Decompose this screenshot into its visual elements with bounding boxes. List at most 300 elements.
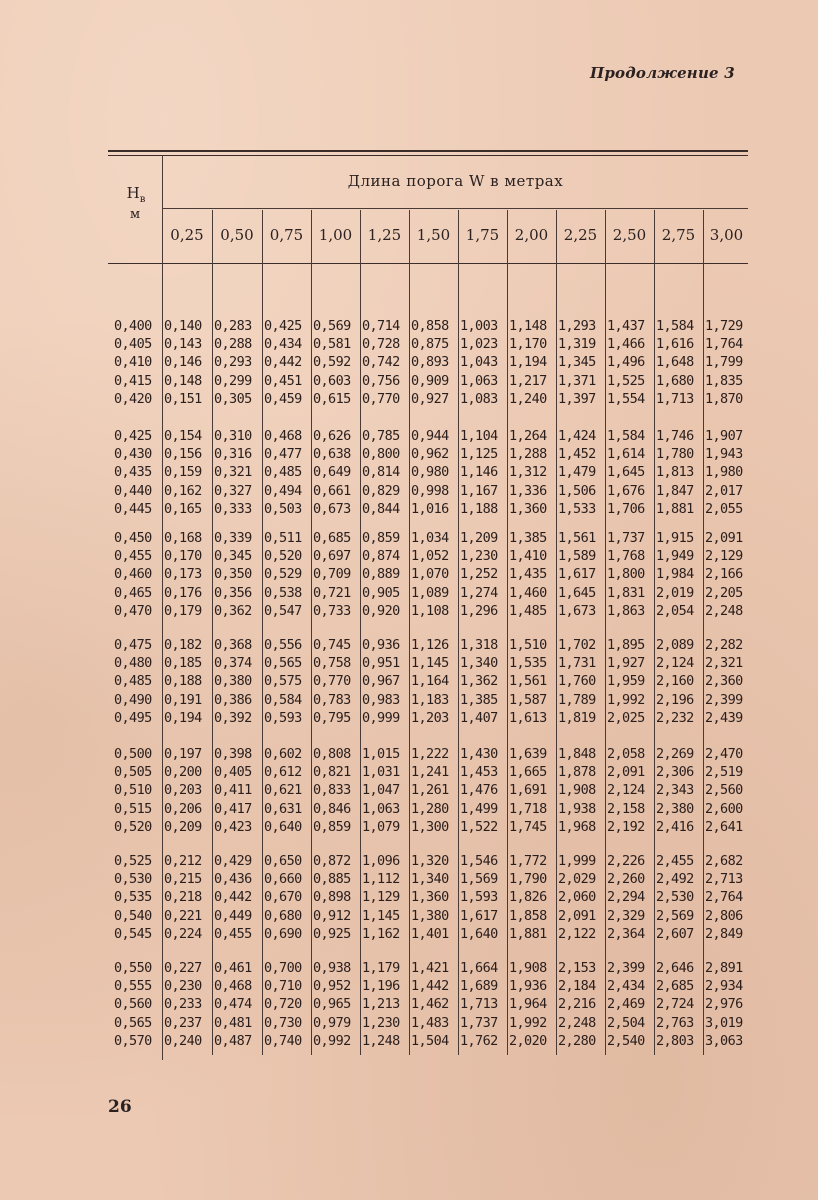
table-cell: 0,875: [411, 336, 449, 353]
table-cell: 0,316: [214, 446, 252, 463]
table-cell: 2,055: [705, 500, 743, 517]
table-cell: 1,768: [607, 548, 645, 565]
column-divider: [409, 210, 410, 1055]
table-cell: 1,680: [656, 372, 694, 389]
table-cell: 0,673: [313, 500, 351, 517]
table-cell: 0,814: [362, 464, 400, 481]
table-cell: 2,091: [607, 764, 645, 781]
table-cell: 3,019: [705, 1014, 743, 1031]
table-cell: 1,870: [705, 390, 743, 407]
table-cell: 2,439: [705, 709, 743, 726]
table-cell: 0,740: [264, 1032, 302, 1049]
table-cell: 0,998: [411, 482, 449, 499]
table-cell: 2,122: [558, 925, 596, 942]
table-cell: 0,898: [313, 889, 351, 906]
table-cell: 1,676: [607, 482, 645, 499]
table-cell: 2,166: [705, 566, 743, 583]
table-cell: 0,980: [411, 464, 449, 481]
table-cell: 0,321: [214, 464, 252, 481]
table-cell: 1,506: [558, 482, 596, 499]
row-head-cell: 0,510: [114, 782, 152, 799]
table-cell: 1,584: [607, 428, 645, 444]
table-cell: 1,764: [705, 336, 743, 353]
table-cell: 0,983: [362, 691, 400, 708]
table-cell: 1,252: [460, 566, 498, 583]
table-cell: 2,806: [705, 907, 743, 924]
table-cell: 0,434: [264, 336, 302, 353]
table-cell: 1,462: [411, 996, 449, 1013]
row-head-cell: 0,460: [114, 566, 152, 583]
table-cell: 2,226: [607, 853, 645, 869]
table-cell: 1,790: [509, 871, 547, 888]
table-cell: 2,058: [607, 746, 645, 762]
table-cell: 0,720: [264, 996, 302, 1013]
table-cell: 0,858: [411, 318, 449, 334]
table-cell: 0,569: [313, 318, 351, 334]
table-cell: 1,737: [460, 1014, 498, 1031]
table-cell: 0,451: [264, 372, 302, 389]
column-header: 2,25: [563, 226, 598, 244]
row-head-cell: 0,520: [114, 818, 152, 835]
table-cell: 2,020: [509, 1032, 547, 1049]
table-cell: 0,333: [214, 500, 252, 517]
table-cell: 1,410: [509, 548, 547, 565]
table-cell: 1,831: [607, 584, 645, 601]
table-cell: 0,468: [264, 428, 302, 444]
table-cell: 1,188: [460, 500, 498, 517]
table-cell: 2,976: [705, 996, 743, 1013]
table-cell: 2,519: [705, 764, 743, 781]
column-header: 2,50: [612, 226, 647, 244]
row-head-cell: 0,480: [114, 655, 152, 672]
table-cell: 1,561: [558, 530, 596, 546]
table-cell: 0,889: [362, 566, 400, 583]
table-cell: 0,859: [362, 530, 400, 546]
table-cell: 1,847: [656, 482, 694, 499]
table-cell: 1,052: [411, 548, 449, 565]
span-header-rule: [163, 208, 748, 209]
table-cell: 0,197: [164, 746, 202, 762]
table-cell: 2,470: [705, 746, 743, 762]
row-head-cell: 0,565: [114, 1014, 152, 1031]
table-cell: 0,833: [313, 782, 351, 799]
table-cell: 1,108: [411, 602, 449, 619]
table-cell: 0,529: [264, 566, 302, 583]
table-cell: 0,709: [313, 566, 351, 583]
table-cell: 2,160: [656, 673, 694, 690]
row-head-cell: 0,535: [114, 889, 152, 906]
table-cell: 0,967: [362, 673, 400, 690]
table-cell: 1,554: [607, 390, 645, 407]
stub-head-unit: м: [129, 207, 141, 222]
table-cell: 1,264: [509, 428, 547, 444]
table-cell: 2,216: [558, 996, 596, 1013]
table-cell: 0,151: [164, 390, 202, 407]
table-cell: 0,661: [313, 482, 351, 499]
table-cell: 2,763: [656, 1014, 694, 1031]
table-cell: 1,015: [362, 746, 400, 762]
table-cell: 1,992: [509, 1014, 547, 1031]
table-cell: 1,047: [362, 782, 400, 799]
table-cell: 0,936: [362, 637, 400, 653]
row-head-cell: 0,410: [114, 354, 152, 371]
table-cell: 1,813: [656, 464, 694, 481]
table-cell: 0,844: [362, 500, 400, 517]
table-cell: 0,592: [313, 354, 351, 371]
table-cell: 0,398: [214, 746, 252, 762]
table-cell: 0,547: [264, 602, 302, 619]
table-cell: 1,179: [362, 960, 400, 976]
table-cell: 0,944: [411, 428, 449, 444]
table-cell: 2,029: [558, 871, 596, 888]
table-cell: 2,294: [607, 889, 645, 906]
table-cell: 1,164: [411, 673, 449, 690]
stub-head-symbol: $H_в$: [126, 184, 146, 205]
table-cell: 1,241: [411, 764, 449, 781]
table-cell: 1,170: [509, 336, 547, 353]
table-cell: 0,714: [362, 318, 400, 334]
row-head-cell: 0,440: [114, 482, 152, 499]
table-cell: 0,905: [362, 584, 400, 601]
table-cell: 1,731: [558, 655, 596, 672]
table-cell: 1,360: [411, 889, 449, 906]
table-cell: 1,248: [362, 1032, 400, 1049]
table-cell: 0,874: [362, 548, 400, 565]
table-cell: 0,350: [214, 566, 252, 583]
table-cell: 1,999: [558, 853, 596, 869]
table-cell: 1,380: [411, 907, 449, 924]
table-cell: 1,881: [509, 925, 547, 942]
table-cell: 2,129: [705, 548, 743, 565]
table-cell: 1,992: [607, 691, 645, 708]
row-head-cell: 0,420: [114, 390, 152, 407]
table-cell: 0,785: [362, 428, 400, 444]
table-cell: 1,496: [607, 354, 645, 371]
table-cell: 1,762: [460, 1032, 498, 1049]
table-cell: 0,730: [264, 1014, 302, 1031]
table-cell: 0,602: [264, 746, 302, 762]
row-head-cell: 0,430: [114, 446, 152, 463]
table-cell: 0,224: [164, 925, 202, 942]
table-cell: 2,025: [607, 709, 645, 726]
column-divider: [507, 210, 508, 1055]
table-cell: 2,192: [607, 818, 645, 835]
table-cell: 0,191: [164, 691, 202, 708]
table-cell: 2,685: [656, 978, 694, 995]
span-header: Длина порога W в метрах: [347, 172, 564, 190]
table-cell: 0,670: [264, 889, 302, 906]
table-cell: 1,435: [509, 566, 547, 583]
table-cell: 0,240: [164, 1032, 202, 1049]
column-header: 0,50: [220, 226, 254, 244]
table-cell: 2,434: [607, 978, 645, 995]
row-head-cell: 0,545: [114, 925, 152, 942]
column-header: 2,00: [514, 226, 549, 244]
table-cell: 1,360: [509, 500, 547, 517]
table-cell: 2,380: [656, 800, 694, 817]
table-cell: 0,494: [264, 482, 302, 499]
table-cell: 0,612: [264, 764, 302, 781]
table-cell: 0,733: [313, 602, 351, 619]
table-cell: 3,063: [705, 1032, 743, 1049]
table-cell: 1,274: [460, 584, 498, 601]
table-cell: 0,233: [164, 996, 202, 1013]
table-cell: 1,863: [607, 602, 645, 619]
table-cell: 0,140: [164, 318, 202, 334]
table-cell: 1,483: [411, 1014, 449, 1031]
table-cell: 2,724: [656, 996, 694, 1013]
column-divider: [458, 210, 459, 1055]
table-cell: 1,584: [656, 318, 694, 334]
table-cell: 0,650: [264, 853, 302, 869]
table-cell: 2,600: [705, 800, 743, 817]
table-cell: 1,525: [607, 372, 645, 389]
table-cell: 1,217: [509, 372, 547, 389]
column-divider: [654, 210, 655, 1055]
table-cell: 1,718: [509, 800, 547, 817]
table-cell: 0,442: [264, 354, 302, 371]
row-head-cell: 0,505: [114, 764, 152, 781]
table-cell: 0,640: [264, 818, 302, 835]
table-cell: 0,168: [164, 530, 202, 546]
table-cell: 0,859: [313, 818, 351, 835]
table-cell: 1,485: [509, 602, 547, 619]
table-cell: 1,385: [509, 530, 547, 546]
table-top-rule: [108, 150, 748, 152]
table-cell: 0,227: [164, 960, 202, 976]
table-cell: 0,185: [164, 655, 202, 672]
table-cell: 1,799: [705, 354, 743, 371]
table-cell: 1,908: [509, 960, 547, 976]
table-cell: 1,104: [460, 428, 498, 444]
table-cell: 1,706: [607, 500, 645, 517]
table-cell: 1,003: [460, 318, 498, 334]
row-head-cell: 0,400: [114, 318, 152, 334]
table-cell: 0,685: [313, 530, 351, 546]
table-cell: 1,362: [460, 673, 498, 690]
table-cell: 0,310: [214, 428, 252, 444]
table-cell: 0,218: [164, 889, 202, 906]
table-cell: 2,089: [656, 637, 694, 653]
table-cell: 1,745: [509, 818, 547, 835]
table-cell: 0,556: [264, 637, 302, 653]
table-cell: 2,364: [607, 925, 645, 942]
table-cell: 0,162: [164, 482, 202, 499]
table-cell: 0,288: [214, 336, 252, 353]
table-cell: 2,803: [656, 1032, 694, 1049]
table-cell: 1,031: [362, 764, 400, 781]
table-cell: 1,043: [460, 354, 498, 371]
table-cell: 0,697: [313, 548, 351, 565]
table-cell: 2,492: [656, 871, 694, 888]
table-cell: 1,016: [411, 500, 449, 517]
row-head-cell: 0,570: [114, 1032, 152, 1049]
table-cell: 0,728: [362, 336, 400, 353]
table-cell: 0,615: [313, 390, 351, 407]
table-cell: 1,145: [362, 907, 400, 924]
row-head-cell: 0,450: [114, 530, 152, 546]
table-cell: 2,269: [656, 746, 694, 762]
table-cell: 2,196: [656, 691, 694, 708]
table-cell: 1,614: [607, 446, 645, 463]
table-cell: 0,927: [411, 390, 449, 407]
table-cell: 0,170: [164, 548, 202, 565]
column-divider: [262, 210, 263, 1055]
table-cell: 1,442: [411, 978, 449, 995]
table-cell: 0,392: [214, 709, 252, 726]
table-cell: 1,401: [411, 925, 449, 942]
table-cell: 1,915: [656, 530, 694, 546]
table-cell: 1,096: [362, 853, 400, 869]
row-head-cell: 0,485: [114, 673, 152, 690]
table-cell: 1,340: [411, 871, 449, 888]
row-head-cell: 0,475: [114, 637, 152, 653]
table-cell: 1,063: [460, 372, 498, 389]
table-cell: 2,569: [656, 907, 694, 924]
table-cell: 1,907: [705, 428, 743, 444]
table-cell: 0,992: [313, 1032, 351, 1049]
table-cell: 1,617: [558, 566, 596, 583]
table-cell: 0,459: [264, 390, 302, 407]
table-cell: 1,616: [656, 336, 694, 353]
table-cell: 0,520: [264, 548, 302, 565]
column-divider: [605, 210, 606, 1055]
table-cell: 1,980: [705, 464, 743, 481]
table-cell: 0,345: [214, 548, 252, 565]
table-cell: 2,455: [656, 853, 694, 869]
table-cell: 1,938: [558, 800, 596, 817]
table-cell: 1,499: [460, 800, 498, 817]
row-head-cell: 0,455: [114, 548, 152, 565]
table-cell: 0,846: [313, 800, 351, 817]
table-cell: 0,194: [164, 709, 202, 726]
column-divider: [311, 210, 312, 1055]
table-cell: 0,626: [313, 428, 351, 444]
table-cell: 1,288: [509, 446, 547, 463]
table-cell: 0,965: [313, 996, 351, 1013]
table-cell: 1,034: [411, 530, 449, 546]
running-head: Продолжение 3: [590, 64, 735, 82]
table-cell: 0,742: [362, 354, 400, 371]
table-cell: 0,156: [164, 446, 202, 463]
table-cell: 1,385: [460, 691, 498, 708]
table-cell: 1,927: [607, 655, 645, 672]
table-cell: 1,984: [656, 566, 694, 583]
table-cell: 1,222: [411, 746, 449, 762]
table-cell: 2,306: [656, 764, 694, 781]
table-cell: 0,660: [264, 871, 302, 888]
table-cell: 0,179: [164, 602, 202, 619]
table-cell: 1,858: [509, 907, 547, 924]
table-cell: 1,407: [460, 709, 498, 726]
table-cell: 0,237: [164, 1014, 202, 1031]
table-cell: 2,054: [656, 602, 694, 619]
table-cell: 0,631: [264, 800, 302, 817]
row-head-cell: 0,435: [114, 464, 152, 481]
table-cell: 1,146: [460, 464, 498, 481]
table-cell: 0,230: [164, 978, 202, 995]
table-cell: 2,764: [705, 889, 743, 906]
row-head-cell: 0,405: [114, 336, 152, 353]
table-cell: 1,673: [558, 602, 596, 619]
table-cell: 0,442: [214, 889, 252, 906]
table-cell: 2,713: [705, 871, 743, 888]
table-cell: 1,397: [558, 390, 596, 407]
table-cell: 1,476: [460, 782, 498, 799]
table-cell: 1,689: [460, 978, 498, 995]
table-cell: 1,800: [607, 566, 645, 583]
table-cell: 2,934: [705, 978, 743, 995]
table-cell: 2,416: [656, 818, 694, 835]
table-cell: 1,546: [460, 853, 498, 869]
table-cell: 0,293: [214, 354, 252, 371]
table-cell: 0,938: [313, 960, 351, 976]
table-cell: 2,091: [558, 907, 596, 924]
table-cell: 0,215: [164, 871, 202, 888]
table-cell: 2,469: [607, 996, 645, 1013]
table-cell: 0,143: [164, 336, 202, 353]
row-head-cell: 0,540: [114, 907, 152, 924]
table-cell: 0,487: [214, 1032, 252, 1049]
table-cell: 2,280: [558, 1032, 596, 1049]
table-cell: 0,283: [214, 318, 252, 334]
table-cell: 0,411: [214, 782, 252, 799]
table-cell: 0,872: [313, 853, 351, 869]
table-cell: 2,682: [705, 853, 743, 869]
table-cell: 0,700: [264, 960, 302, 976]
table-cell: 0,423: [214, 818, 252, 835]
table-cell: 1,835: [705, 372, 743, 389]
table-cell: 1,533: [558, 500, 596, 517]
table-cell: 2,399: [607, 960, 645, 976]
row-head-cell: 0,530: [114, 871, 152, 888]
table-cell: 0,386: [214, 691, 252, 708]
table-cell: 0,893: [411, 354, 449, 371]
table-cell: 0,638: [313, 446, 351, 463]
table-cell: 1,569: [460, 871, 498, 888]
table-cell: 0,468: [214, 978, 252, 995]
table-cell: 1,318: [460, 637, 498, 653]
column-divider: [212, 210, 213, 1055]
table-cell: 1,300: [411, 818, 449, 835]
table-cell: 0,962: [411, 446, 449, 463]
table-cell: 0,593: [264, 709, 302, 726]
table-cell: 0,575: [264, 673, 302, 690]
table-cell: 0,380: [214, 673, 252, 690]
table-cell: 0,912: [313, 907, 351, 924]
table-cell: 2,530: [656, 889, 694, 906]
table-cell: 1,665: [509, 764, 547, 781]
table-cell: 1,959: [607, 673, 645, 690]
table-cell: 0,203: [164, 782, 202, 799]
table-cell: 0,146: [164, 354, 202, 371]
table-cell: 2,124: [607, 782, 645, 799]
table-cell: 0,920: [362, 602, 400, 619]
table-cell: 2,153: [558, 960, 596, 976]
table-cell: 1,063: [362, 800, 400, 817]
table-cell: 1,183: [411, 691, 449, 708]
table-cell: 1,729: [705, 318, 743, 334]
table-cell: 0,721: [313, 584, 351, 601]
header-bottom-rule: [108, 263, 748, 264]
table-cell: 1,780: [656, 446, 694, 463]
table-cell: 0,449: [214, 907, 252, 924]
table-cell: 1,319: [558, 336, 596, 353]
table-cell: 1,340: [460, 655, 498, 672]
table-cell: 1,589: [558, 548, 596, 565]
column-header: 3,00: [709, 226, 744, 244]
table-cell: 0,368: [214, 637, 252, 653]
